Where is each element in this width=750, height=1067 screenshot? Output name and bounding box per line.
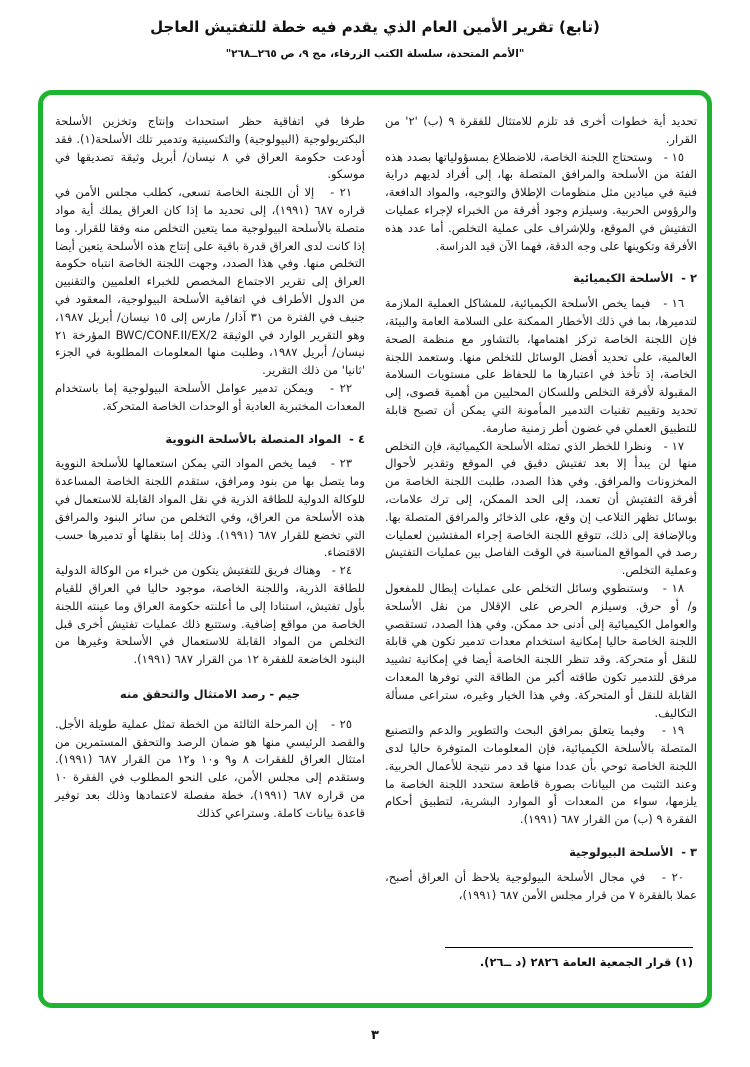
paragraph: تحديد أية خطوات أخرى قد تلزم للامتثال للفقرة ٩ (ب) '٢' من القرار. bbox=[385, 114, 697, 146]
paragraph: ١٨ - وستنطوي وسائل التخلص على عمليات إبطال للمفعول و/ أو حرق. وسيلزم الحرص على الإقلال من نقل الأسلحة والعوامل الكيميائية إلى أدنى حد ممكن. وفي هذا الصدد، تستقصي اللجنة الخاصة حاليا إمكانية استخدام معدات تدمير تكون هي قابلة للنقل أو متحركة. وقد تنظر اللجنة الخاصة أيضا في إمكانية تشييد مرفق للتدمير تكون طاقته أكبر من الطاقة التي توفرها المعدات القابلة للنقل أو المتحركة. وفي هذا الخيار وغيره، ستراعى مسألة التكاليف. bbox=[385, 580, 697, 720]
document-subtitle: "الأمم المتحدة، سلسلة الكتب الزرقاء، مج ٩، ص ٢٦٥ــ٢٦٨" bbox=[225, 48, 525, 60]
page-number: ٣ bbox=[371, 1028, 379, 1043]
paragraph: ٢٥ - إن المرحلة الثالثة من الخطة تمثل عملية طويلة الأجل. والقصد الرئيسي منها هو ضمان الرصد والتحقق المستمرين من امتثال العراق للفقرات ٨ و٩ و١٠ و١٢ من القرار ٦٨٧ (١٩٩١). وستقدم إلى مجلس الأمن، على النحو المطلوب في الفقرة ١٠ من قراره ٦٨٧ (١٩٩١)، خطة مفصلة لاعتمادها وذلك بعد توفير قاعدة بيانات كاملة. وستراعي كذلك bbox=[55, 716, 365, 820]
document-title: (تابع) تقرير الأمين العام الذي يقدم فيه خطة للتفتيش العاجل bbox=[150, 18, 600, 36]
paragraph: ١٩ - وفيما يتعلق بمرافق البحث والتطوير والدعم والتصنيع المتصلة بالأسلحة الكيميائية، فإن المعلومات المتوفرة حاليا لدى اللجنة الخاصة توحي بأن عددا منها قد دمر نتيجة للأعمال الحربية. وعند التثبت من البيانات بصورة قاطعة ستحدد اللجنة الخاصة ما يلزمها، سواء من المعدات أو الموارد البشرية، لتطبيق أحكام الفقرة ٩ (ب) من القرار ٦٨٧ (١٩٩١). bbox=[385, 723, 697, 827]
paragraph: ٢٣ - فيما يخص المواد التي يمكن استعمالها للأسلحة النووية وما يتصل بها من بنود ومرافق، ستقدم اللجنة الخاصة المساعدة للوكالة الدولية للطاقة الذرية في نقل المواد القابلة للاستعمال في هذه الأسلحة من العراق، وفي التخلص من سائر البنود والمرافق التي تخضع للقرار ٦٨٧ (١٩٩١). وذلك إما بنقلها أو تدميرها حسب الاقتضاء. bbox=[55, 456, 365, 560]
paragraph: ١٧ - ونظرا للخطر الذي تمثله الأسلحة الكيميائية، فإن التخلص منها لن يبدأ إلا بعد تفتيش دقيق في الموقع وتقدير لأحوال المخزونات والمرافق. وفي هذا الصدد، طلبت اللجنة الخاصة من أفرقة التفتيش أن تعمد، إلى الحد الممكن، إلى ترك علامات، بوسائل تظهر التلاعب إن وقع، على الذخائر والمرافق المتصلة بها. وبالإضافة إلى ذلك، تتوقع اللجنة الخاصة إجراء المفتشين لعمليات رصد في المواقع المناسبة في الوقت الفاصل بين عمليات التفتيش وعملية التخلص. bbox=[385, 438, 697, 578]
paragraph: ٢٤ - وهناك فريق للتفتيش يتكون من خبراء من الوكالة الدولية للطاقة الذرية، واللجنة الخاصة، موجود حاليا في العراق للقيام بأول تفتيش، استنادا إلى ما أعلنته حكومة العراق وما عينته اللجنة الخاصة من مواقع إضافية. وستتبع ذلك عمليات تفتيش أخرى قبل التخلص من المواد القابلة للاستعمال في الأسلحة وغيرها من البنود الخاضعة للفقرة ١٢ من القرار ٦٨٧ (١٩٩١). bbox=[55, 563, 365, 667]
section-heading: جيم - رصد الامتثال والتحقق منه bbox=[119, 686, 301, 701]
paragraph: ٢٠ - في مجال الأسلحة البيولوجية يلاحظ أن العراق أصبح، عملا بالفقرة ٧ من قرار مجلس الأمن ٦٨٧ (١٩٩١)، bbox=[385, 869, 697, 902]
text-column-left bbox=[55, 113, 365, 822]
section-heading: ٣ - الأسلحة البيولوجية bbox=[569, 845, 697, 860]
paragraph: ٢٢ - ويمكن تدمير عوامل الأسلحة البيولوجية إما باستخدام المعدات المختبرية العادية أو الوحدات الخاصة المتحركة. bbox=[55, 380, 365, 413]
paragraph: ١٦ - فيما يخص الأسلحة الكيميائية، للمشاكل العملية الملازمة لتدميرها، بما في ذلك الأخطار الممكنة على السلامة العامة والبيئة، فإن اللجنة الخاصة تركز اهتمامها، بالتشاور مع منظمة الصحة العالمية، على تحديد أفضل الوسائل للتخلص منها. وستعمد اللجنة الخاصة، إذ تأخذ في اعتبارها ما للحفاظ على مستويات السلامة المقبولة لأفرقة التخلص وللسكان المحليين من أهمية قصوى، إلى تحديد وتقييم تقنيات التدمير المأمونة التي يمكن أن تصبح قابلة للتطبيق العملي في غضون أطر زمنية صارمة. bbox=[385, 296, 697, 435]
paragraph: طرفا في اتفاقية حظر استحداث وإنتاج وتخزين الأسلحة البكتريولوجية (البيولوجية) والتكسينية وتدمير تلك الأسلحة(١). فقد أودعت حكومة العراق في ٨ نيسان/ أبريل وثيقة تصديقها في موسكو. bbox=[55, 114, 365, 182]
paragraph: ١٥ - وستحتاج اللجنة الخاصة، للاضطلاع بمسؤولياتها بصدد هذه الفئة من الأسلحة والمرافق المتصلة بها، إلى أفراد لديهم دراية فنية في ميادين مثل منظومات الإطلاق والتوجيه، والمواد الدافعة، والرؤوس الحربية. وسيلزم وجود أفرقة من الخبراء لإجراء عمليات التفتيش في الموقع، وللإشراف على عملية التخلص. أما عدد هذه الأفرقة وتكوينها على وجه الدقة، فهما الآن قيد الدراسة. bbox=[385, 149, 697, 253]
footnote: (١) قرار الجمعية العامة ٢٨٢٦ (د ــ٢٦). bbox=[445, 947, 693, 969]
section-heading: ٤ - المواد المتصلة بالأسلحة النووية bbox=[165, 431, 365, 446]
content-border-box bbox=[38, 90, 712, 1008]
section-heading: ٢ - الأسلحة الكيميائية bbox=[573, 271, 697, 286]
text-column-right bbox=[385, 113, 697, 904]
paragraph: ٢١ - إلا أن اللجنة الخاصة تسعى، كطلب مجلس الأمن في قراره ٦٨٧ (١٩٩١)، إلى تحديد ما إذا كان العراق يملك أية مواد متصلة بالأسلحة البيولوجية مما يتعين التخلص منه وفقا للقرار. وما إذا كانت لدى العراق قدرة باقية على إنتاج هذه الأسلحة يتعين أيضا التخلص منها. وفي هذا الصدد، وجهت اللجنة الخاصة انتباه حكومة العراق إلى تقرير الاجتماع المخصص للخبراء العلميين والتقنيين من الدول الأطراف في اتفاقية الأسلحة البيولوجية، المعقود في جنيف في الفترة من ٣١ آذار/ مارس إلى ١٥ نيسان/ أبريل ١٩٨٧، وهو التقرير الوارد في الوثيقة BWC/CONF.II/EX/2 المؤرخة ٢١ نيسان/ أبريل ١٩٨٧، وطلبت منها المعلومات المطلوبة في الجزء 'ثانيا' من ذلك التقرير. bbox=[55, 185, 366, 378]
